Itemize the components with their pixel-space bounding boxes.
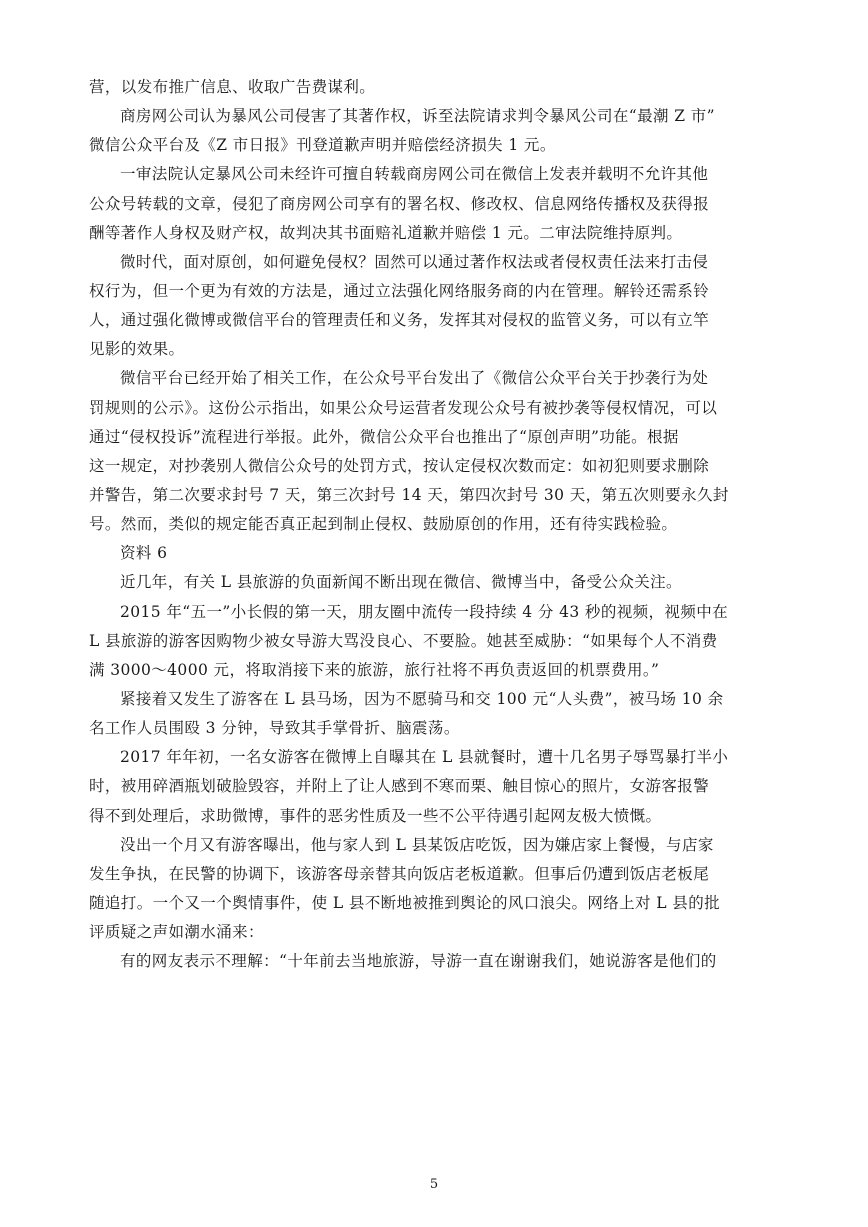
text-line: L 县旅游的游客因购物少被女导游大骂没良心、不要脸。她甚至威胁：“如果每个人不消费 xyxy=(89,631,718,650)
text-line: 紧接着又发生了游客在 L 县马场，因为不愿骑马和交 100 元“人头费”，被马场 10 余 xyxy=(120,689,724,708)
text-line: 满 3000～4000 元，将取消接下来的旅游，旅行社将不再负责返回的机票费用。” xyxy=(89,660,660,679)
text-line: 名工作人员围殴 3 分钟，导致其手掌骨折、脑震荡。 xyxy=(89,719,460,738)
text-line: 没出一个月又有游客曝出，他与家人到 L 县某饭店吃饭，因为嫌店家上餐慢，与店家 xyxy=(120,835,714,854)
text-line: 营，以发布推广信息、收取广告费谋利。 xyxy=(89,78,376,96)
body-text xyxy=(89,73,779,976)
text-line: 微信平台已经开始了相关工作，在公众号平台发出了《微信公众平台关于抄袭行为处 xyxy=(120,369,709,388)
text-line: 商房网公司认为暴风公司侵害了其著作权，诉至法院请求判令暴风公司在“最潮 Z 市” xyxy=(120,107,715,126)
text-line: 随追打。一个又一个舆情事件，使 L 县不断地被推到舆论的风口浪尖。网络上对 L 县的批 xyxy=(89,893,720,912)
text-line: 发生争执，在民警的协调下，该游客母亲替其向饭店老板道歉。但事后仍遭到饭店老板尾 xyxy=(89,864,710,883)
text-line: 见影的效果。 xyxy=(89,340,185,359)
text-line: 公众号转载的文章，侵犯了商房网公司享有的署名权、修改权、信息网络传播权及获得报 xyxy=(89,194,710,213)
text-line: 微信公众平台及《Z 市日报》刊登道歉声明并赔偿经济损失 1 元。 xyxy=(89,136,556,155)
text-line: 时，被用碎酒瓶划破脸毁容，并附上了让人感到不寒而栗、触目惊心的照片，女游客报警 xyxy=(89,777,710,796)
page-number: 5 xyxy=(429,1177,439,1192)
text-line: 罚规则的公示》。这份公示指出，如果公众号运营者发现公众号有被抄袭等侵权情况，可以 xyxy=(89,398,718,417)
text-line: 通过“侵权投诉”流程进行举报。此外，微信公众平台也推出了“原创声明”功能。根据 xyxy=(89,427,679,446)
text-line: 2017 年年初，一名女游客在微博上自曝其在 L 县就餐时，遭十几名男子辱骂暴打半小 xyxy=(120,748,729,767)
text-line: 评质疑之声如潮水涌来： xyxy=(89,923,264,942)
text-line: 这一规定，对抄袭别人微信公众号的处罚方式，按认定侵权次数而定：如初犯则要求删除 xyxy=(89,456,710,475)
text-line: 酬等著作人身权及财产权，故判决其书面赔礼道歉并赔偿 1 元。二审法院维持原判。 xyxy=(89,223,683,242)
text-line: 权行为，但一个更为有效的方法是，通过立法强化网络服务商的内在管理。解铃还需系铃 xyxy=(89,281,710,300)
text-line: 号。然而，类似的规定能否真正起到制止侵权、鼓励原创的作用，还有待实践检验。 xyxy=(89,515,678,534)
text-line: 人，通过强化微博或微信平台的管理责任和义务，发挥其对侵权的监管义务，可以有立竿 xyxy=(89,311,710,330)
section-heading: 资料 6 xyxy=(120,544,168,563)
text-line: 得不到处理后，求助微博，事件的恶劣性质及一些不公平待遇引起网友极大愤慨。 xyxy=(89,806,662,825)
text-line: 近几年，有关 L 县旅游的负面新闻不断出现在微信、微博当中，备受公众关注。 xyxy=(120,573,682,592)
text-line: 2015 年“五一”小长假的第一天，朋友圈中流传一段持续 4 分 43 秒的视频，视频中在 xyxy=(120,602,729,621)
text-line: 有的网友表示不理解：“十年前去当地旅游，导游一直在谢谢我们，她说游客是他们的 xyxy=(120,952,717,971)
text-line: 微时代，面对原创，如何避免侵权？固然可以通过著作权法或者侵权责任法来打击侵 xyxy=(120,252,709,271)
text-line: 一审法院认定暴风公司未经许可擅自转载商房网公司在微信上发表并载明不允许其他 xyxy=(120,165,709,184)
text-line: 并警告，第二次要求封号 7 天，第三次封号 14 天，第四次封号 30 天，第五次则要永久封 xyxy=(89,485,729,504)
